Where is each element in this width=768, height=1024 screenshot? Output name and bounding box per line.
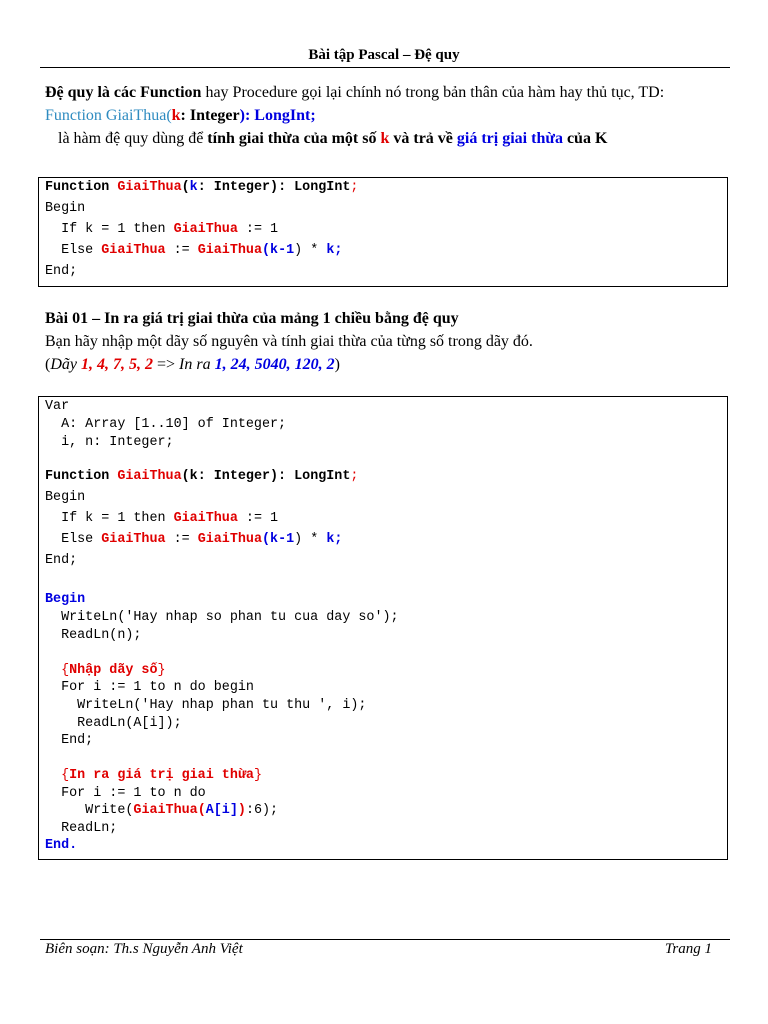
code-arg: A[i]: [205, 803, 238, 818]
footer-rule: [40, 939, 730, 940]
code-line: WriteLn('Hay nhap so phan tu cua day so');: [45, 610, 399, 625]
code-k-minus-1: k-1: [270, 532, 295, 547]
code-line: For i := 1 to n do: [45, 786, 206, 801]
code-paren: (: [181, 180, 190, 195]
code-text: ) *: [294, 532, 327, 547]
code-comment: Nhập dãy số: [69, 663, 158, 678]
code-text: := 1: [237, 222, 279, 237]
code-keyword: Function: [45, 180, 118, 195]
code-k: k: [326, 532, 335, 547]
code-type: : Integer): LongInt: [197, 180, 351, 195]
code-line: [45, 221, 278, 238]
code-brace: {: [45, 768, 70, 783]
code-line: A: Array [1..10] of Integer;: [45, 417, 287, 432]
intro-line-2: [45, 107, 316, 125]
intro3-k: k: [380, 130, 390, 147]
intro-bold: Đệ quy là các Function: [45, 84, 202, 101]
code-line: [45, 662, 166, 679]
ex-arrow: =>: [152, 356, 180, 373]
code-paren: ): [237, 803, 246, 818]
intro-longint: ): LongInt;: [239, 107, 316, 124]
code-line: ReadLn;: [45, 821, 118, 836]
code-func-name: GiaiThua: [117, 469, 182, 484]
code-text: :=: [165, 532, 198, 547]
code-text: Else: [45, 243, 102, 258]
code-line: [45, 802, 278, 819]
code-text: If k = 1 then: [45, 511, 174, 526]
code-line: [45, 468, 358, 485]
exercise-title: Bài 01 – In ra giá trị giai thừa của mảng 1 chiều bằng đệ quy: [45, 310, 459, 327]
code-line: End;: [45, 264, 78, 279]
code-line: [45, 510, 278, 527]
code-line: [45, 767, 262, 784]
intro-func: Function GiaiThua(: [45, 107, 172, 124]
code-line: Begin: [45, 592, 86, 607]
intro-line-3: [58, 130, 607, 148]
code-func-name: GiaiThua: [197, 243, 262, 258]
code-k-minus-1: k-1: [270, 243, 295, 258]
code-func-name: GiaiThua: [101, 532, 166, 547]
code-box-program: [38, 396, 728, 860]
code-line: Begin: [45, 490, 86, 505]
intro-line-1: [45, 84, 664, 102]
code-type: (k: Integer): LongInt: [181, 469, 351, 484]
intro3-a: là hàm đệ quy dùng để: [58, 130, 208, 147]
code-func-name: GiaiThua: [197, 532, 262, 547]
code-text: :=: [165, 243, 198, 258]
exercise-description: Bạn hãy nhập một dãy số nguyên và tính giai thừa của từng số trong dãy đó.: [45, 333, 533, 350]
intro3-c: và trả về: [389, 130, 457, 147]
code-line: Var: [45, 399, 70, 414]
code-paren: (: [262, 532, 271, 547]
code-line: End.: [45, 838, 78, 853]
code-func-name: GiaiThua: [117, 180, 182, 195]
code-k: k: [189, 180, 198, 195]
code-line: [45, 531, 342, 548]
code-text: :6);: [245, 803, 279, 818]
intro3-b: tính giai thừa của một số: [207, 130, 381, 147]
intro3-d: giá trị giai thừa: [456, 130, 563, 147]
code-k: k: [326, 243, 335, 258]
code-text: Write(: [45, 803, 134, 818]
code-text: ) *: [294, 243, 327, 258]
intro3-e: của K: [562, 130, 608, 147]
code-func-name: GiaiThua: [173, 511, 238, 526]
code-text: Else: [45, 532, 102, 547]
code-line: WriteLn('Hay nhap phan tu thu ', i);: [45, 698, 367, 713]
ex-open: (: [45, 356, 51, 373]
page-header-title: Bài tập Pascal – Đệ quy: [308, 47, 460, 63]
code-func-name: GiaiThua(: [133, 803, 206, 818]
exercise-example: [45, 356, 340, 374]
header-rule: [40, 67, 730, 68]
ex-day: Dãy: [50, 356, 81, 373]
code-line: For i := 1 to n do begin: [45, 680, 254, 695]
ex-inra: In ra: [179, 356, 215, 373]
ex-output: 1, 24, 5040, 120, 2: [214, 356, 335, 373]
ex-close: ): [334, 356, 340, 373]
footer-page-number: Trang 1: [664, 941, 712, 957]
code-brace: {: [45, 663, 70, 678]
code-line: End;: [45, 553, 78, 568]
code-text: := 1: [237, 511, 279, 526]
code-line: [45, 242, 342, 259]
intro-k: k: [171, 107, 181, 124]
code-line: ReadLn(A[i]);: [45, 716, 182, 731]
ex-input: 1, 4, 7, 5, 2: [80, 356, 153, 373]
code-paren: (: [262, 243, 271, 258]
intro-text: hay Procedure gọi lại chính nó trong bản thân của hàm hay thủ tục, TD:: [201, 84, 665, 101]
code-func-name: GiaiThua: [101, 243, 166, 258]
code-semicolon: ;: [334, 532, 343, 547]
code-box-function: [38, 177, 728, 287]
code-line: ReadLn(n);: [45, 628, 142, 643]
code-brace: }: [253, 768, 262, 783]
code-comment: In ra giá trị giai thừa: [69, 768, 254, 783]
footer-author: Biên soạn: Th.s Nguyễn Anh Việt: [45, 941, 243, 957]
code-line: [45, 179, 358, 196]
code-line: End;: [45, 733, 94, 748]
code-semicolon: ;: [350, 180, 359, 195]
intro-integer: : Integer: [180, 107, 240, 124]
code-func-name: GiaiThua: [173, 222, 238, 237]
code-line: Begin: [45, 201, 86, 216]
code-semicolon: ;: [334, 243, 343, 258]
code-brace: }: [157, 663, 166, 678]
code-text: If k = 1 then: [45, 222, 174, 237]
code-semicolon: ;: [350, 469, 359, 484]
code-line: i, n: Integer;: [45, 435, 174, 450]
code-keyword: Function: [45, 469, 118, 484]
